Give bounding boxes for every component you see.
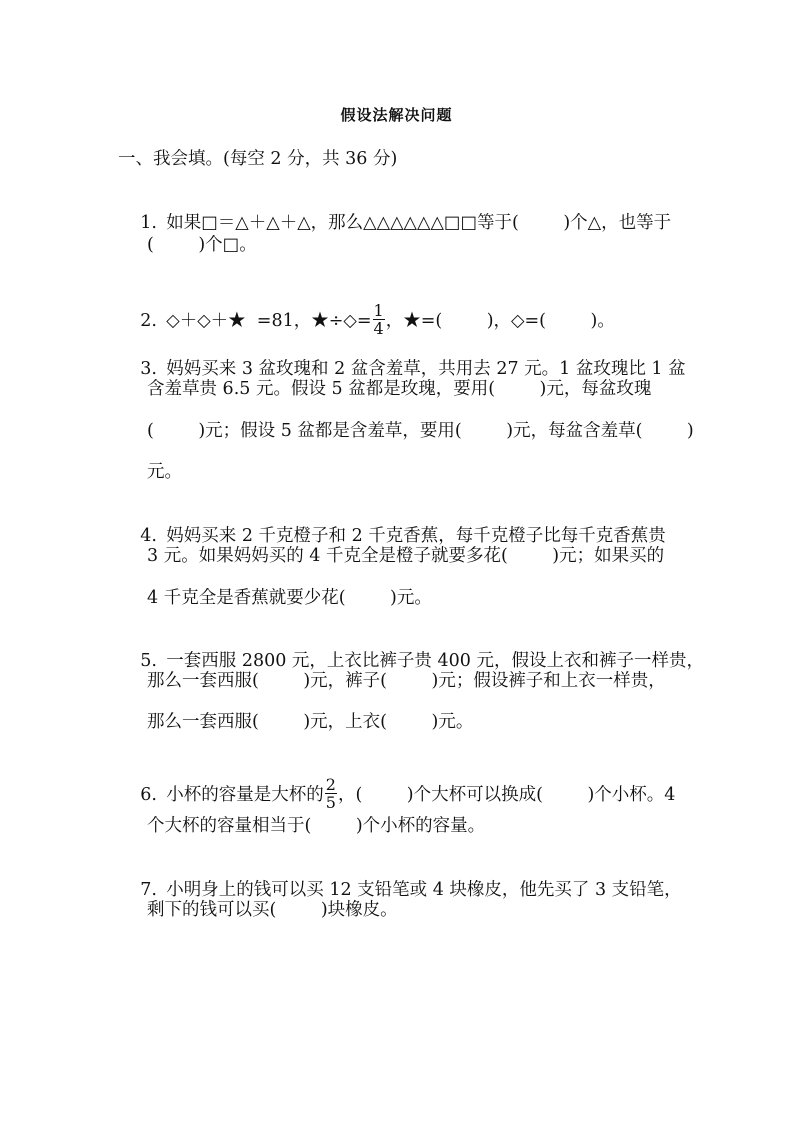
- question-number: 4.: [140, 526, 157, 546]
- page-title: 假设法解决问题: [340, 106, 453, 124]
- question-number: 2.: [140, 311, 157, 331]
- question-4-line-3: 4 千克全是香蕉就要少花( )元。: [147, 588, 432, 608]
- question-text: 一套西服 2800 元，上衣比裤子贵 400 元，假设上衣和裤子一样贵，: [166, 651, 704, 671]
- question-number: 1.: [140, 213, 157, 233]
- question-number: 3.: [140, 359, 157, 379]
- question-3-line-2: 含羞草贵 6.5 元。假设 5 盆都是玫瑰，要用( )元，每盆玫瑰: [147, 379, 652, 399]
- fraction-numerator: 2: [325, 775, 336, 794]
- question-number: 5.: [140, 651, 157, 671]
- question-text: 小明身上的钱可以买 12 支铅笔或 4 块橡皮，他先买了 3 支铅笔，: [166, 880, 682, 900]
- question-5-line-2: 那么一套西服( )元，裤子( )元；假设裤子和上衣一样贵，: [147, 671, 666, 691]
- question-3-line-3: ( )元；假设 5 盆都是含羞草，要用( )元，每盆含羞草( ): [147, 421, 694, 441]
- question-5-line-3: 那么一套西服( )元，上衣( )元。: [147, 712, 474, 732]
- question-1-line-2: ( )个□。: [147, 235, 257, 255]
- question-text: 如果□＝△＋△＋△，那么△△△△△△□□等于( )个△，也等于: [166, 213, 672, 233]
- section-heading: 一、我会填。(每空 2 分，共 36 分): [118, 149, 398, 169]
- question-text-b: ，★=( )，◇=( )。: [385, 311, 615, 331]
- question-text-b: ，( )个大杯可以换成( )个小杯。4: [337, 785, 676, 805]
- question-3-line-4: 元。: [147, 462, 182, 482]
- question-text: 妈妈买来 2 千克橙子和 2 千克香蕉，每千克橙子比每千克香蕉贵: [166, 526, 666, 546]
- question-7-line-2: 剩下的钱可以买( )块橡皮。: [147, 900, 398, 920]
- question-number: 7.: [140, 880, 157, 900]
- fraction-denominator: 4: [373, 319, 384, 338]
- fraction-numerator: 1: [373, 301, 384, 320]
- question-4-line-2: 3 元。如果妈妈买的 4 千克全是橙子就要多花( )元；如果买的: [147, 546, 665, 566]
- question-number: 6.: [140, 785, 157, 805]
- question-text: 妈妈买来 3 盆玫瑰和 2 盆含羞草，共用去 27 元。1 盆玫瑰比 1 盆: [166, 359, 686, 379]
- fraction-denominator: 5: [325, 793, 336, 812]
- question-text-a: ◇＋◇＋★ =81，★÷◇=: [166, 311, 372, 331]
- fraction: [325, 776, 337, 811]
- question-6-line-2: 个大杯的容量相当于( )个小杯的容量。: [147, 816, 486, 836]
- question-text-a: 小杯的容量是大杯的: [166, 785, 324, 805]
- fraction: [373, 302, 385, 337]
